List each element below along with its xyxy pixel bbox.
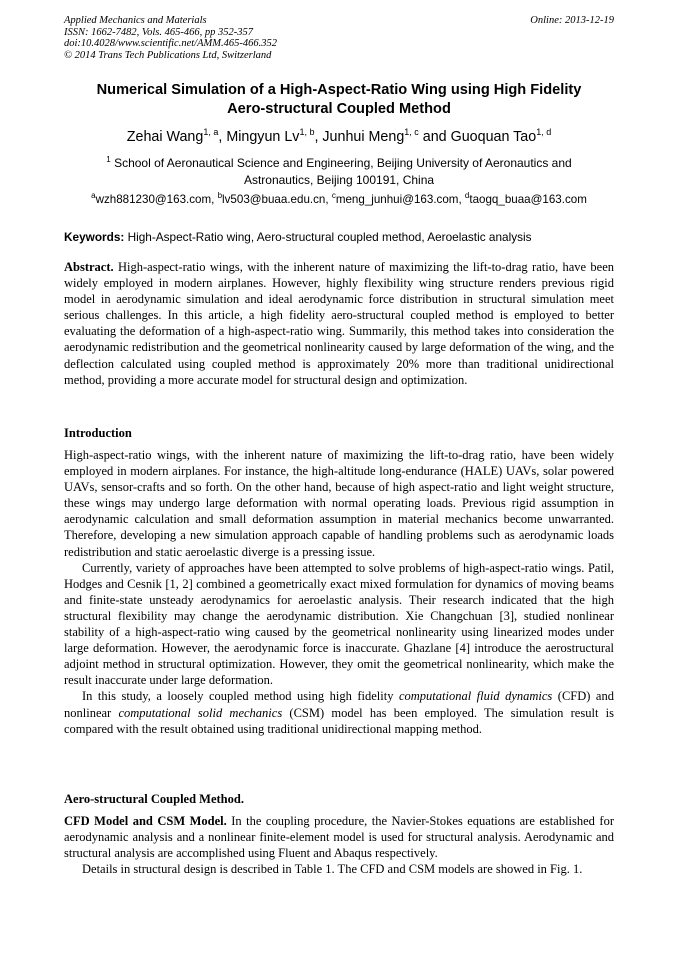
journal-copyright: © 2014 Trans Tech Publications Ltd, Switzerland: [64, 49, 272, 61]
author-affiliation-mark: 1, a: [203, 127, 219, 138]
online-date: Online: 2013-12-19: [530, 15, 614, 26]
journal-header: [64, 15, 614, 61]
email-mark: b: [217, 191, 223, 201]
author-name: Mingyun Lv: [226, 129, 300, 145]
cfd-term: computational fluid dynamics: [398, 689, 553, 704]
author-separator: ,: [314, 129, 323, 145]
affiliation-mark: 1: [106, 155, 111, 164]
section-heading-introduction: Introduction: [64, 426, 132, 440]
section-heading-method: Aero-structural Coupled Method.: [64, 792, 244, 806]
author-separator: ,: [218, 129, 227, 145]
paper-title: [40, 81, 638, 119]
author-name: Guoquan Tao: [450, 129, 537, 145]
author-name: Zehai Wang: [126, 129, 204, 145]
keywords: [64, 229, 614, 245]
email-mark: c: [331, 191, 336, 201]
affiliation-line-2: Astronautics, Beijing 100191, China: [243, 173, 435, 187]
method-paragraph-1: CFD Model and CSM Model. In the coupling procedure, the Navier-Stokes equations are established for aerodynamic analysis and a nonlinear finite-element model is used for structural analysis. Aerodynamic and structural analysis are accomplished using Fluent and Abaqus respectively.: [64, 814, 614, 861]
author-emails: $^a$wzh881230@163.com, $^b$lv503@buaa.edu.cn, $^c$meng_junhui@163.com, $^d$taogq_buaa@163.com: [91, 191, 587, 206]
paper-title-line-1: Numerical Simulation of a High-Aspect-Ratio Wing using High Fidelity: [96, 82, 582, 98]
email-address: meng_junhui@163.com: [335, 193, 459, 206]
author-list: [30, 128, 648, 146]
introduction-paragraph-1: High-aspect-ratio wings, with the inherent nature of maximizing the lift-to-drag ratio, have been widely employed in modern airplanes. For instance, the high-altitude long-endurance (HALE) UAVs, solar powered UAVs, sensor-crafts and so forth. On the other hand, because of high aspect-ratio and light weight structure, these wings may undergo large deformation with normal operating loads. Previous rigid assumption in aerodynamic calculation and small deformation assumption in material mechanics become unwarranted. Therefore, developing a new simulation approach capable of handling problems such as aerodynamic loads redistribution and static aeroelastic diverge is a pressing issue.: [64, 448, 614, 559]
affiliation: [70, 155, 608, 189]
abstract-label: Abstract.: [64, 260, 114, 274]
abstract: [64, 259, 614, 388]
author-affiliation-mark: 1, d: [536, 127, 552, 138]
journal-doi: doi:10.4028/www.scientific.net/AMM.465-466.352: [64, 38, 277, 50]
introduction-body: [64, 447, 614, 737]
keywords-label: Keywords:: [64, 230, 125, 244]
email-mark: a: [91, 191, 96, 201]
author-separator: and: [418, 129, 451, 145]
method-body: [64, 813, 614, 877]
author-affiliation-mark: 1, b: [299, 127, 315, 138]
introduction-paragraph-3: In this study, a loosely coupled method using high fidelity computational fluid dynamics (CFD) and nonlinear computational solid mechanics (CSM) model has been employed. The simulation result is compared with the result obtained using traditional unidirectional mapping method.: [64, 689, 614, 736]
affiliation-line-1: School of Aeronautical Science and Engineering, Beijing University of Aeronautics and: [114, 156, 572, 170]
email-address: lv503@buaa.edu.cn: [222, 193, 326, 206]
author-name: Junhui Meng: [322, 129, 405, 145]
abstract-text: High-aspect-ratio wings, with the inherent nature of maximizing the lift-to-drag ratio, have been widely employed in modern airplanes. However, highly flexibility wing structure renders previous rigid model in aerodynamic simulation and ideal aerodynamic force distribution in structural simulation meet serious challenges. In this article, a high fidelity aero-structural coupled method is employed to better evaluating the deformation of a high-aspect-ratio wing. Summarily, this method takes into consideration the aerodynamic redistribution and the geometrical nonlinearity caused by large deformation of the wing, and the deflection calculated using coupled method is approximately 20% more than traditional unidirectional method, providing a more accurate model for structural design and optimization.: [64, 260, 615, 387]
subsection-label: CFD Model and CSM Model.: [64, 814, 227, 828]
journal-name: Applied Mechanics and Materials: [64, 15, 207, 26]
email-address: wzh881230@163.com: [95, 193, 212, 206]
email-address: taogq_buaa@163.com: [469, 193, 587, 206]
author-affiliation-mark: 1, c: [404, 127, 419, 138]
method-paragraph-2: Details in structural design is described in Table 1. The CFD and CSM models are showed in Fig. 1.: [82, 862, 583, 877]
keywords-text: High-Aspect-Ratio wing, Aero-structural coupled method, Aeroelastic analysis: [127, 230, 532, 244]
paper-title-line-2: Aero-structural Coupled Method: [227, 101, 451, 117]
email-mark: d: [464, 191, 470, 201]
csm-term: computational solid mechanics: [118, 705, 283, 720]
introduction-paragraph-2: Currently, variety of approaches have been attempted to solve problems of high-aspect-ratio wings. Patil, Hodges and Cesnik [1, 2] combined a geometrically exact mixed formulation for dynamics of moving beams and finite-state unsteady aerodynamics for aeroelastic analysis. Their research indicated that the high structural flexibility may change the aerodynamic distribution. Xie Changchuan [3], studied nonlinear stability of a high-aspect-ratio wing caused by the geometrical nonlinearity using linearized modes under large deformation. However, the aerodynamic force is inaccurate. Ghazlane [4] introduce the aerostructural adjoint method in structural optimization. However, they omit the geometrical nonlinearity, which make the result inaccurate under large deformation.: [64, 560, 614, 688]
journal-issn: ISSN: 1662-7482, Vols. 465-466, pp 352-357: [64, 26, 253, 38]
